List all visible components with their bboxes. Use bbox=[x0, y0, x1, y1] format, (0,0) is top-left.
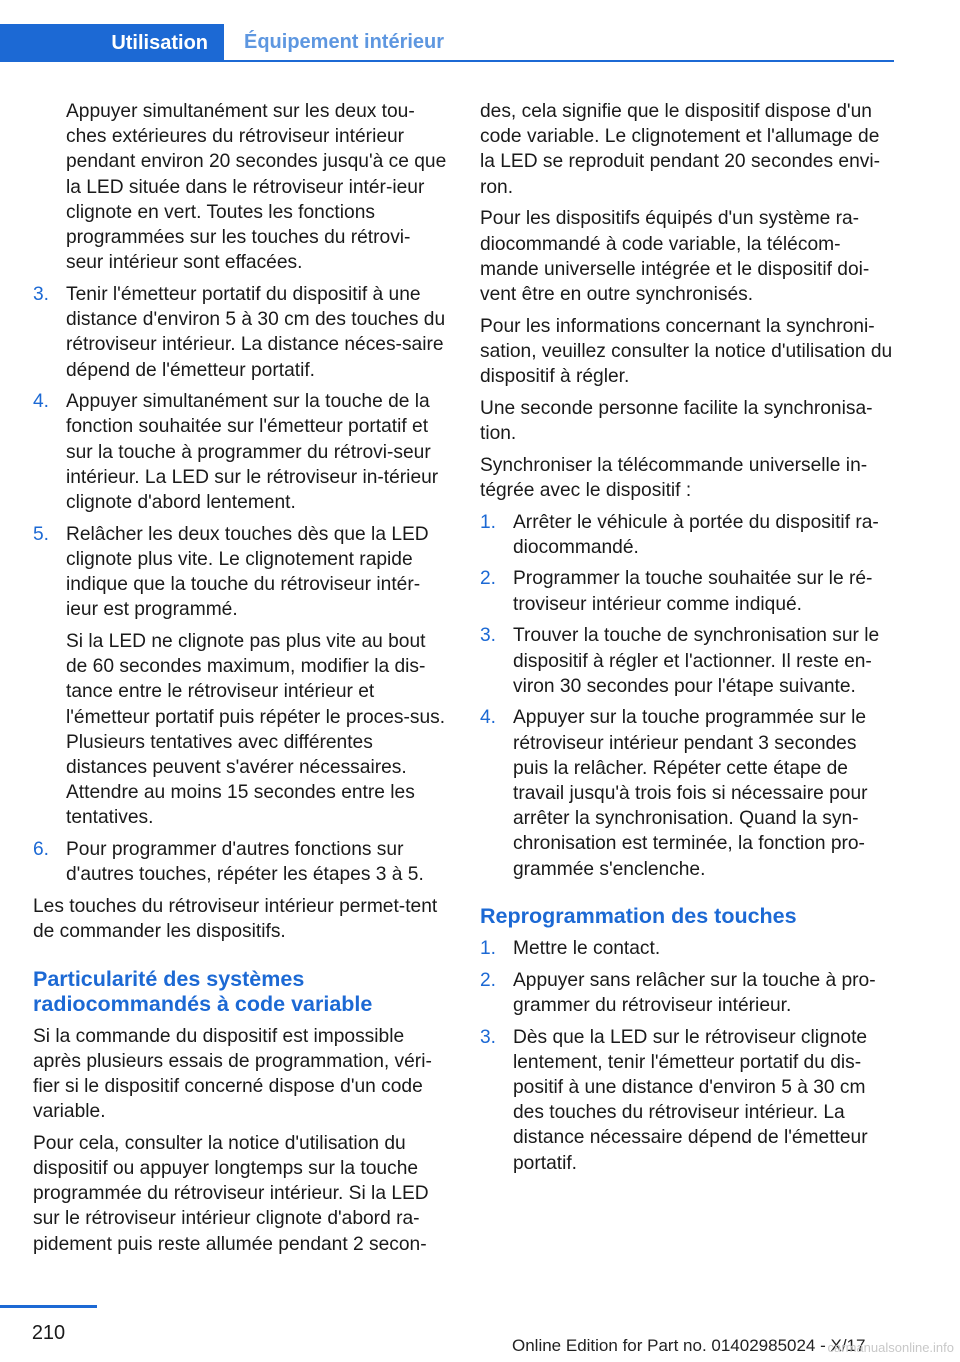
body-paragraph: Pour cela, consulter la notice d'utilisation du dispositif ou appuyer longtemps sur la touche programmée du rétroviseur intérieur. Si la LED sur le rétroviseur intérieur clignote d'abord ra‐pidement puis reste allumée pendant 2 secon‐ bbox=[33, 1132, 429, 1255]
step-number: 3. bbox=[480, 1026, 497, 1048]
right-column bbox=[480, 99, 896, 1182]
footer-divider bbox=[0, 1305, 97, 1308]
list-item bbox=[33, 522, 447, 831]
step-number: 3. bbox=[33, 283, 50, 305]
step-number: 2. bbox=[480, 969, 497, 991]
step-text: Tenir l'émetteur portatif du dispositif à une distance d'environ 5 à 30 cm des touches du rétroviseur intérieur. La distance néces‐saire dépend de l'émetteur portatif. bbox=[66, 283, 446, 381]
step-number: 4. bbox=[480, 707, 497, 729]
intro-paragraph: Appuyer simultanément sur les deux tou‐ches extérieures du rétroviseur intérieur pendant environ 20 secondes jusqu'à ce que la LED située dans le rétroviseur intér‐ieur clignote en vert. Toutes les fonctions programmées sur les touches du rétrovi‐seur intérieur sont effacées. bbox=[66, 101, 447, 274]
chapter-tab: Utilisation bbox=[0, 24, 224, 62]
step-number: 1. bbox=[480, 937, 497, 959]
list-item bbox=[33, 389, 447, 515]
edition-note: Online Edition for Part no. 01402985024 - X/17 bbox=[512, 1336, 866, 1355]
list-item bbox=[480, 510, 896, 560]
step-text: Appuyer sans relâcher sur la touche à pro‐grammer du rétroviseur intérieur. bbox=[513, 969, 876, 1016]
list-item bbox=[480, 1025, 896, 1176]
step-number: 6. bbox=[33, 839, 50, 861]
body-paragraph: Une seconde personne facilite la synchronisa‐tion. bbox=[480, 397, 873, 444]
body-paragraph: Les touches du rétroviseur intérieur permet‐tent de commander les dispositifs. bbox=[33, 896, 438, 943]
page-number: 210 bbox=[31, 1322, 66, 1344]
body-paragraph: Synchroniser la télécommande universelle in‐tégrée avec le dispositif : bbox=[480, 454, 868, 501]
step-text: Relâcher les deux touches dès que la LED clignote plus vite. Le clignotement rapide indique que la touche du rétroviseur intér‐ieur est programmé. bbox=[66, 523, 429, 621]
list-item bbox=[480, 623, 896, 699]
step-number: 3. bbox=[480, 625, 497, 647]
list-item bbox=[480, 705, 896, 881]
step-number: 4. bbox=[33, 391, 50, 413]
body-paragraph: des, cela signifie que le dispositif dispose d'un code variable. Le clignotement et l'allumage de la LED se reproduit pendant 20 secondes envi‐ron. bbox=[480, 101, 880, 198]
list-item bbox=[480, 566, 896, 616]
step-text: Appuyer simultanément sur la touche de la fonction souhaitée sur l'émetteur portatif et sur la touche à programmer du rétrovi‐seur intérieur. La LED sur le rétroviseur in‐térieur clignote d'abord lentement. bbox=[66, 391, 439, 514]
body-paragraph: Pour les dispositifs équipés d'un système ra‐diocommandé à code variable, la télécom‐mande universelle intégrée et le dispositif doi‐vent être en outre synchronisés. bbox=[480, 208, 870, 305]
step-text: Pour programmer d'autres fonctions sur d'autres touches, répéter les étapes 3 à 5. bbox=[66, 839, 424, 886]
left-column bbox=[33, 99, 447, 1263]
section-heading: Reprogrammation des touches bbox=[480, 903, 797, 928]
list-item bbox=[480, 936, 896, 961]
step-text: Mettre le contact. bbox=[513, 937, 661, 959]
list-item bbox=[33, 282, 447, 383]
step-text: Programmer la touche souhaitée sur le ré‐troviseur intérieur comme indiqué. bbox=[513, 568, 873, 615]
step-text: Trouver la touche de synchronisation sur le dispositif à régler et l'actionner. Il reste en‐viron 30 secondes pour l'étape suivante. bbox=[513, 625, 880, 697]
step-text: Arrêter le véhicule à portée du dispositif ra‐diocommandé. bbox=[513, 511, 879, 558]
step-number: 2. bbox=[480, 568, 497, 590]
list-item bbox=[480, 968, 896, 1018]
body-paragraph: Pour les informations concernant la synchroni‐sation, veuillez consulter la notice d'utilisation du dispositif à régler. bbox=[480, 315, 893, 388]
watermark: carmanualsonline.info bbox=[827, 1340, 954, 1355]
step-text: Dès que la LED sur le rétroviseur clignote lentement, tenir l'émetteur portatif du dis‐positif à une distance d'environ 5 à 30 cm des touches du rétroviseur intérieur. La distance nécessaire dépend de l'émetteur portatif. bbox=[513, 1026, 868, 1174]
step-number: 5. bbox=[33, 523, 50, 545]
section-title: Équipement intérieur bbox=[224, 24, 894, 62]
page-header bbox=[0, 24, 894, 62]
section-heading: Particularité des systèmes radiocommandés à code variable bbox=[33, 966, 373, 1016]
body-paragraph: Si la commande du dispositif est impossible après plusieurs essais de programmation, véri‐fier si le dispositif concerné dispose d'un code variable. bbox=[33, 1025, 432, 1123]
list-item bbox=[33, 837, 447, 887]
step-text: Appuyer sur la touche programmée sur le rétroviseur intérieur pendant 3 secondes puis la relâcher. Répéter cette étape de travail jusqu'à trois fois si nécessaire pour arrêter la synchronisation. Quand la syn‐chronisation est terminée, la fonction pro‐grammée s'enclenche. bbox=[513, 707, 868, 880]
step-note: Si la LED ne clignote pas plus vite au bout de 60 secondes maximum, modifier la dis‐tance entre le rétroviseur intérieur et l'émetteur portatif puis répéter le proces‐sus. Plusieurs tentatives avec différentes distances peuvent s'avérer nécessaires. Attendre au moins 15 secondes entre les tentatives. bbox=[66, 631, 446, 829]
step-number: 1. bbox=[480, 511, 497, 533]
